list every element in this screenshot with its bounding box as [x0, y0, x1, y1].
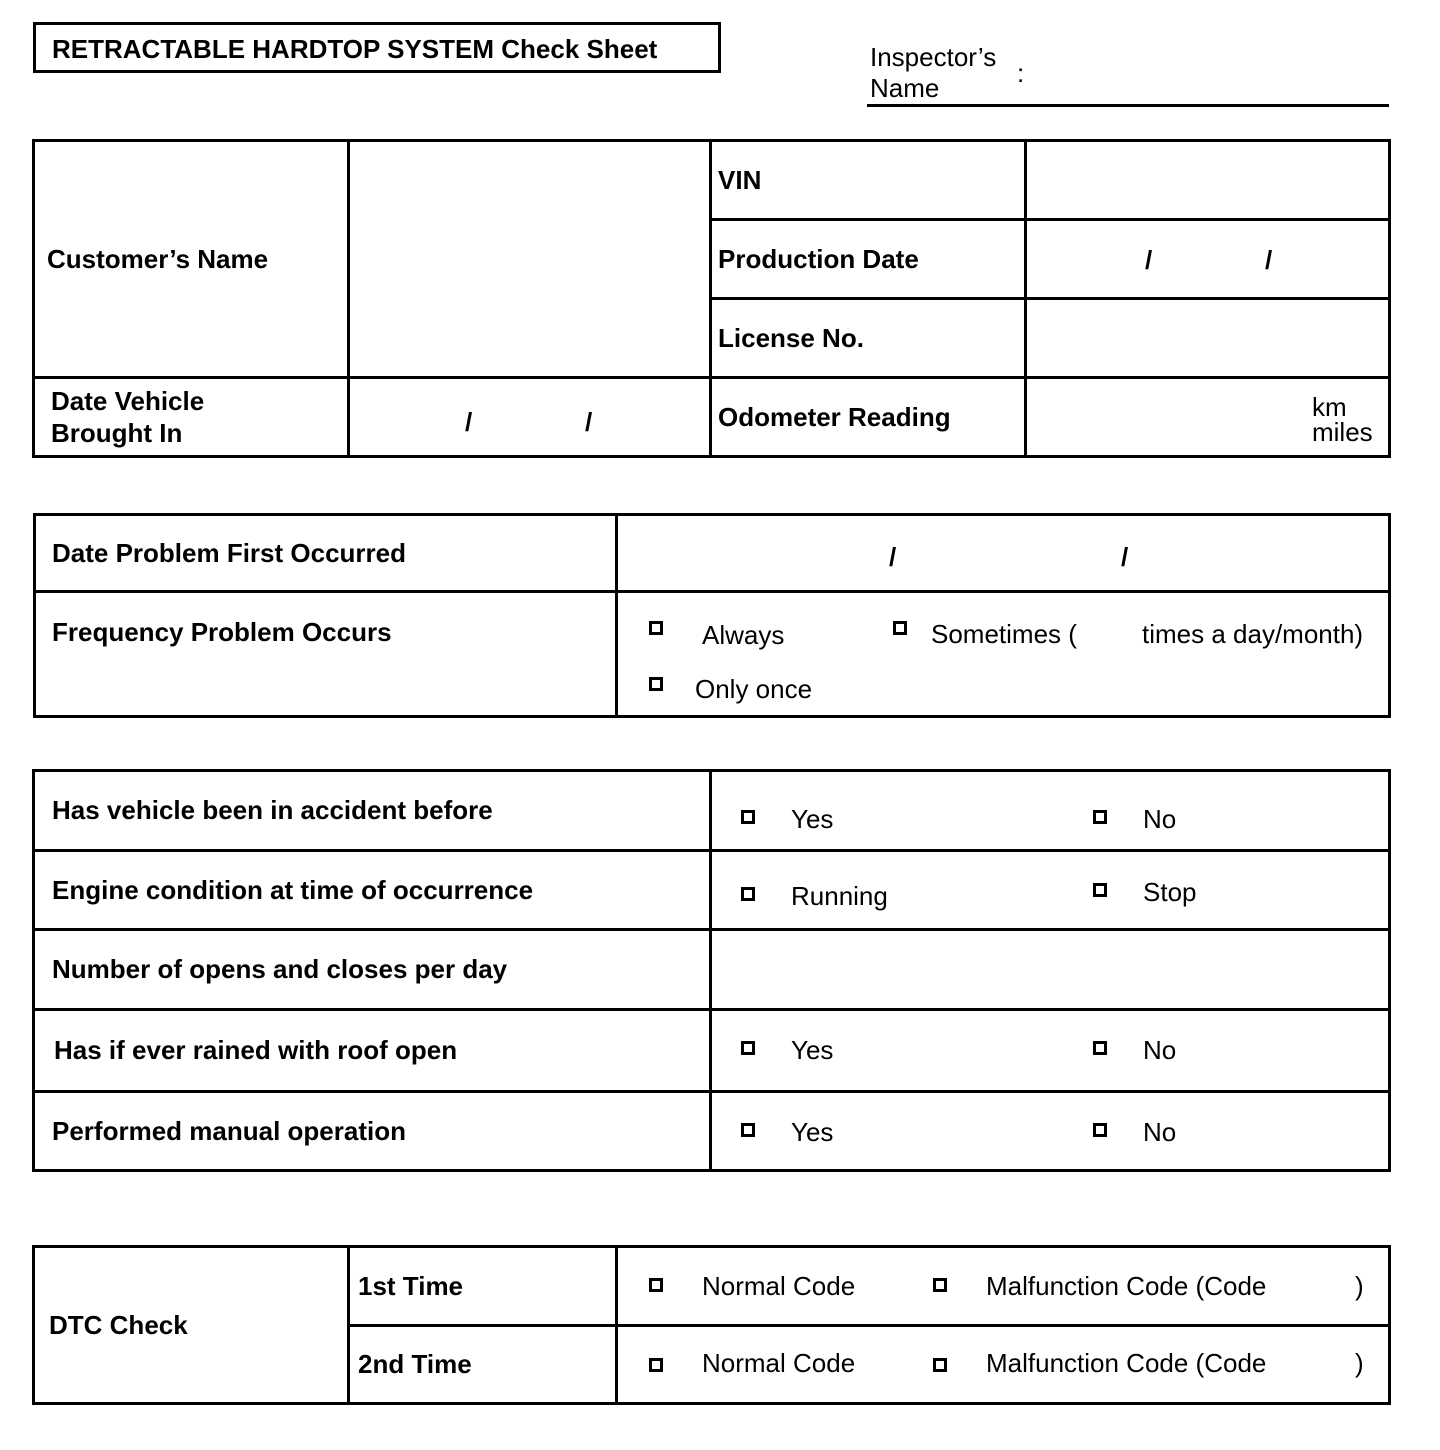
frequency-options-cell — [617, 592, 1390, 717]
date-separator: / — [1121, 541, 1129, 572]
date-separator: / — [1145, 244, 1153, 275]
license-label: License No. — [718, 322, 864, 353]
odometer-field[interactable] — [1026, 378, 1390, 457]
first-occurred-label-cell — [35, 515, 617, 592]
first-time-label: 1st Time — [358, 1270, 464, 1301]
second-time-label-cell — [349, 1326, 617, 1404]
second-malfunction-code-label: Malfunction Code (Code — [986, 1347, 1267, 1378]
date-brought-label-cell — [34, 378, 349, 457]
production-date-label-cell — [711, 220, 1026, 299]
odometer-unit-km: km — [1312, 391, 1347, 422]
manual-yes-checkbox[interactable] — [741, 1123, 755, 1137]
first-occurred-field[interactable] — [617, 515, 1390, 592]
production-date-field[interactable] — [1026, 220, 1390, 299]
first-malfunction-code-checkbox[interactable] — [933, 1278, 947, 1292]
sometimes-suffix-label: times a day/month) — [1142, 619, 1364, 649]
second-time-label: 2nd Time — [358, 1349, 472, 1379]
inspector-name-field[interactable] — [867, 104, 1389, 107]
only-once-checkbox[interactable] — [649, 677, 663, 691]
inspector-label-line1: Inspector’s — [870, 42, 997, 72]
customer-name-field[interactable] — [349, 141, 711, 378]
date-brought-label — [51, 385, 347, 449]
frequency-label: Frequency Problem Occurs — [52, 617, 392, 647]
date-separator: / — [585, 406, 593, 437]
odometer-label-cell — [711, 378, 1026, 457]
odometer-label: Odometer Reading — [718, 401, 951, 432]
production-date-label: Production Date — [718, 243, 919, 274]
accident-yes-checkbox[interactable] — [741, 810, 755, 824]
opens-label: Number of opens and closes per day — [52, 954, 508, 984]
sometimes-label: Sometimes ( — [931, 619, 1077, 649]
opens-label-cell — [34, 930, 711, 1010]
date-brought-line1: Date Vehicle — [51, 386, 205, 416]
second-time-options-cell — [617, 1326, 1390, 1404]
date-separator: / — [465, 406, 473, 437]
accident-no-label: No — [1143, 803, 1177, 834]
first-time-label-cell — [349, 1247, 617, 1326]
engine-label-cell — [34, 851, 711, 930]
only-once-label: Only once — [695, 674, 813, 704]
first-occurred-label: Date Problem First Occurred — [52, 537, 406, 568]
manual-options-cell — [711, 1092, 1390, 1171]
rain-yes-checkbox[interactable] — [741, 1041, 755, 1055]
odometer-unit-miles: miles — [1312, 416, 1373, 447]
problem-table — [33, 513, 1391, 718]
rain-options-cell — [711, 1010, 1390, 1092]
manual-yes-label: Yes — [791, 1116, 834, 1147]
always-label: Always — [702, 620, 785, 650]
vin-label: VIN — [718, 164, 762, 195]
second-close-paren: ) — [1355, 1347, 1364, 1378]
vehicle-info-table — [32, 139, 1391, 458]
dtc-label-cell — [34, 1247, 349, 1404]
rain-no-checkbox[interactable] — [1093, 1041, 1107, 1055]
license-label-cell — [711, 299, 1026, 378]
vin-field[interactable] — [1026, 141, 1390, 220]
manual-no-checkbox[interactable] — [1093, 1123, 1107, 1137]
customer-name-label: Customer’s Name — [47, 243, 269, 274]
rain-label-cell — [34, 1010, 711, 1092]
date-brought-field[interactable] — [349, 378, 711, 457]
manual-label-cell — [34, 1092, 711, 1171]
first-normal-code-label: Normal Code — [702, 1270, 856, 1301]
date-brought-line2: Brought In — [51, 418, 183, 448]
license-field[interactable] — [1026, 299, 1390, 378]
accident-label: Has vehicle been in accident before — [52, 795, 493, 825]
opens-field[interactable] — [711, 930, 1390, 1010]
frequency-label-cell — [35, 592, 617, 717]
accident-yes-label: Yes — [791, 803, 834, 834]
inspector-colon: : — [1017, 58, 1025, 88]
accident-options-cell — [711, 771, 1390, 851]
dtc-label: DTC Check — [49, 1309, 188, 1340]
customer-name-label-cell — [34, 141, 349, 378]
inspector-name-label — [870, 42, 996, 104]
rain-label: Has if ever rained with roof open — [54, 1035, 458, 1065]
second-malfunction-code-checkbox[interactable] — [933, 1358, 947, 1372]
page-title: RETRACTABLE HARDTOP SYSTEM Check Sheet — [52, 34, 658, 64]
date-separator: / — [1265, 244, 1273, 275]
inspector-label-line2: Name — [870, 73, 940, 103]
rain-no-label: No — [1143, 1034, 1177, 1065]
manual-label: Performed manual operation — [52, 1115, 406, 1146]
vin-label-cell — [711, 141, 1026, 220]
accident-label-cell — [34, 771, 711, 851]
engine-stop-label: Stop — [1143, 876, 1197, 907]
engine-label: Engine condition at time of occurrence — [52, 874, 534, 905]
first-close-paren: ) — [1355, 1270, 1364, 1301]
conditions-table — [32, 769, 1391, 1172]
engine-running-checkbox[interactable] — [741, 887, 755, 901]
second-normal-code-label: Normal Code — [702, 1347, 856, 1378]
date-separator: / — [889, 541, 897, 572]
engine-running-label: Running — [791, 880, 888, 911]
first-time-options-cell — [617, 1247, 1390, 1326]
manual-no-label: No — [1143, 1116, 1177, 1147]
dtc-table — [32, 1245, 1391, 1405]
first-normal-code-checkbox[interactable] — [649, 1278, 663, 1292]
accident-no-checkbox[interactable] — [1093, 810, 1107, 824]
first-malfunction-code-label: Malfunction Code (Code — [986, 1270, 1267, 1301]
engine-stop-checkbox[interactable] — [1093, 883, 1107, 897]
second-normal-code-checkbox[interactable] — [649, 1358, 663, 1372]
always-checkbox[interactable] — [649, 621, 663, 635]
engine-options-cell — [711, 851, 1390, 930]
sometimes-checkbox[interactable] — [893, 621, 907, 635]
rain-yes-label: Yes — [791, 1034, 834, 1065]
